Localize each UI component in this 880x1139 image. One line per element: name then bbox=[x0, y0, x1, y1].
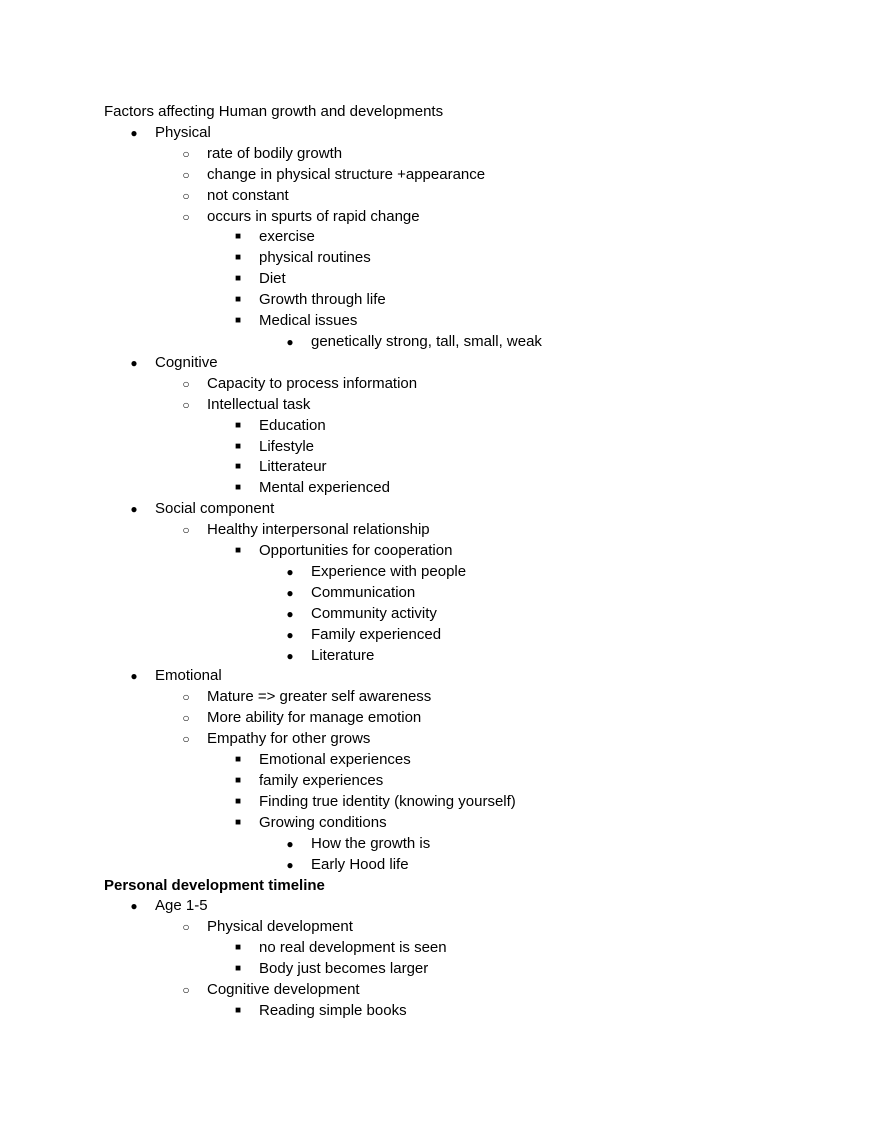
circle-bullet-icon: ○ bbox=[182, 397, 190, 412]
square-bullet-icon: ■ bbox=[234, 419, 242, 431]
list-item-text: Finding true identity (knowing yourself) bbox=[259, 792, 516, 810]
list-item-text: Diet bbox=[259, 270, 286, 288]
list-item-text: Healthy interpersonal relationship bbox=[207, 521, 430, 539]
list-item-text: Body just becomes larger bbox=[259, 960, 429, 978]
list-item-text: Community activity bbox=[311, 604, 437, 622]
document-body bbox=[104, 102, 824, 1022]
circle-bullet-icon: ○ bbox=[182, 523, 190, 538]
list-item-text: Physical bbox=[155, 123, 211, 141]
heading-text: Personal development timeline bbox=[104, 876, 325, 894]
list-item-text: Litterateur bbox=[259, 458, 327, 476]
list-item-text: Cognitive development bbox=[207, 981, 360, 999]
list-item bbox=[104, 269, 824, 290]
square-bullet-icon: ■ bbox=[234, 440, 242, 452]
list-item bbox=[104, 248, 824, 269]
disc-bullet-icon: ● bbox=[286, 857, 294, 872]
disc-bullet-icon: ● bbox=[286, 836, 294, 851]
square-bullet-icon: ■ bbox=[234, 273, 242, 285]
circle-bullet-icon: ○ bbox=[182, 690, 190, 705]
square-bullet-icon: ■ bbox=[234, 482, 242, 494]
list-item bbox=[104, 855, 824, 876]
list-item-text: rate of bodily growth bbox=[207, 144, 343, 162]
list-item bbox=[104, 541, 824, 562]
list-item-text: no real development is seen bbox=[259, 939, 447, 957]
square-bullet-icon: ■ bbox=[234, 294, 242, 306]
list-item bbox=[104, 813, 824, 834]
list-item bbox=[104, 478, 824, 499]
square-bullet-icon: ■ bbox=[234, 231, 242, 243]
circle-bullet-icon: ○ bbox=[182, 167, 190, 182]
list-item-text: Experience with people bbox=[311, 562, 467, 580]
list-item bbox=[104, 290, 824, 311]
list-item-text: change in physical structure +appearance bbox=[207, 165, 486, 183]
list-item bbox=[104, 186, 824, 207]
list-item bbox=[104, 562, 824, 583]
list-item-text: Communication bbox=[311, 583, 416, 601]
square-bullet-icon: ■ bbox=[234, 754, 242, 766]
square-bullet-icon: ■ bbox=[234, 315, 242, 327]
circle-bullet-icon: ○ bbox=[182, 920, 190, 935]
disc-bullet-icon: ● bbox=[130, 669, 138, 684]
list-item bbox=[104, 207, 824, 228]
list-item-text: Emotional bbox=[155, 667, 222, 685]
circle-bullet-icon: ○ bbox=[182, 711, 190, 726]
list-item-text: Age 1-5 bbox=[155, 897, 208, 915]
disc-bullet-icon: ● bbox=[130, 355, 138, 370]
square-bullet-icon: ■ bbox=[234, 545, 242, 557]
list-item bbox=[104, 625, 824, 646]
list-item bbox=[104, 457, 824, 478]
list-item bbox=[104, 917, 824, 938]
square-bullet-icon: ■ bbox=[234, 461, 242, 473]
list-item bbox=[104, 374, 824, 395]
list-item bbox=[104, 938, 824, 959]
list-item-text: Growth through life bbox=[259, 291, 386, 309]
list-item-text: Social component bbox=[155, 500, 275, 518]
list-item-text: How the growth is bbox=[311, 834, 431, 852]
list-item-text: More ability for manage emotion bbox=[207, 709, 422, 727]
list-item-text: Lifestyle bbox=[259, 437, 315, 455]
list-item bbox=[104, 416, 824, 437]
list-item bbox=[104, 520, 824, 541]
list-item bbox=[104, 123, 824, 144]
heading-line bbox=[104, 876, 824, 897]
square-bullet-icon: ■ bbox=[234, 942, 242, 954]
disc-bullet-icon: ● bbox=[286, 334, 294, 349]
list-item bbox=[104, 332, 824, 353]
disc-bullet-icon: ● bbox=[286, 627, 294, 642]
heading-line bbox=[104, 102, 824, 123]
list-item-text: occurs in spurts of rapid change bbox=[207, 207, 420, 225]
circle-bullet-icon: ○ bbox=[182, 188, 190, 203]
square-bullet-icon: ■ bbox=[234, 795, 242, 807]
list-item bbox=[104, 165, 824, 186]
list-item bbox=[104, 311, 824, 332]
disc-bullet-icon: ● bbox=[286, 564, 294, 579]
circle-bullet-icon: ○ bbox=[182, 732, 190, 747]
list-item bbox=[104, 959, 824, 980]
list-item-text: Early Hood life bbox=[311, 855, 409, 873]
list-item-text: Emotional experiences bbox=[259, 751, 411, 769]
disc-bullet-icon: ● bbox=[286, 606, 294, 621]
circle-bullet-icon: ○ bbox=[182, 376, 190, 391]
list-item bbox=[104, 583, 824, 604]
list-item-text: Intellectual task bbox=[207, 395, 311, 413]
list-item bbox=[104, 896, 824, 917]
list-item bbox=[104, 708, 824, 729]
list-item-text: Growing conditions bbox=[259, 813, 387, 831]
list-item-text: Reading simple books bbox=[259, 1001, 407, 1019]
list-item bbox=[104, 687, 824, 708]
square-bullet-icon: ■ bbox=[234, 252, 242, 264]
list-item bbox=[104, 395, 824, 416]
list-item-text: Literature bbox=[311, 646, 375, 664]
list-item-text: Family experienced bbox=[311, 625, 442, 643]
list-item bbox=[104, 666, 824, 687]
square-bullet-icon: ■ bbox=[234, 963, 242, 975]
list-item-text: Physical development bbox=[207, 918, 353, 936]
list-item bbox=[104, 604, 824, 625]
list-item bbox=[104, 227, 824, 248]
list-item bbox=[104, 792, 824, 813]
list-item-text: Mature => greater self awareness bbox=[207, 688, 432, 706]
list-item-text: Capacity to process information bbox=[207, 374, 418, 392]
list-item bbox=[104, 1001, 824, 1022]
square-bullet-icon: ■ bbox=[234, 816, 242, 828]
list-item-text: Empathy for other grows bbox=[207, 730, 371, 748]
circle-bullet-icon: ○ bbox=[182, 146, 190, 161]
list-item-text: Mental experienced bbox=[259, 479, 390, 497]
list-item-text: Education bbox=[259, 416, 326, 434]
list-item bbox=[104, 980, 824, 1001]
list-item bbox=[104, 646, 824, 667]
list-item bbox=[104, 353, 824, 374]
list-item-text: family experiences bbox=[259, 772, 384, 789]
list-item bbox=[104, 834, 824, 855]
disc-bullet-icon: ● bbox=[286, 648, 294, 663]
list-item-text: physical routines bbox=[259, 249, 371, 267]
heading-text: Factors affecting Human growth and developments bbox=[104, 103, 444, 120]
disc-bullet-icon: ● bbox=[286, 585, 294, 600]
list-item bbox=[104, 750, 824, 771]
list-item-text: exercise bbox=[259, 228, 315, 246]
disc-bullet-icon: ● bbox=[130, 502, 138, 517]
square-bullet-icon: ■ bbox=[234, 1004, 242, 1016]
list-item bbox=[104, 144, 824, 165]
list-item-text: not constant bbox=[207, 186, 289, 204]
list-item bbox=[104, 771, 824, 792]
disc-bullet-icon: ● bbox=[130, 125, 138, 140]
list-item bbox=[104, 729, 824, 750]
list-item-text: Medical issues bbox=[259, 312, 358, 330]
list-item bbox=[104, 499, 824, 520]
square-bullet-icon: ■ bbox=[234, 775, 242, 786]
circle-bullet-icon: ○ bbox=[182, 983, 190, 998]
list-item bbox=[104, 437, 824, 458]
list-item-text: Cognitive bbox=[155, 353, 218, 371]
disc-bullet-icon: ● bbox=[130, 899, 138, 914]
list-item-text: genetically strong, tall, small, weak bbox=[311, 332, 542, 350]
list-item-text: Opportunities for cooperation bbox=[259, 542, 453, 560]
circle-bullet-icon: ○ bbox=[182, 209, 190, 224]
